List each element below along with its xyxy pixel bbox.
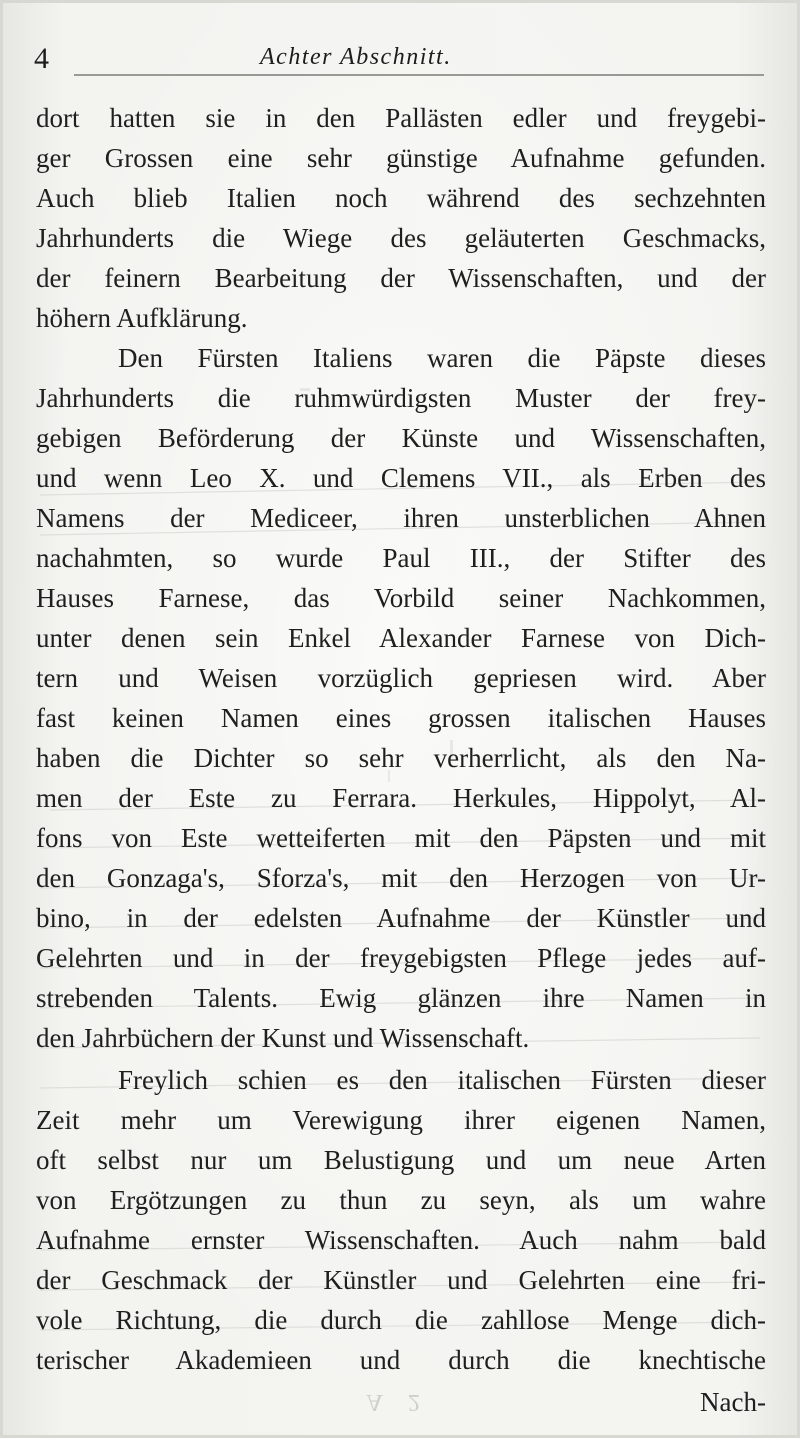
text-line: Den Fürsten Italiens waren die Päpste dieses — [118, 343, 766, 373]
text-line: der Geschmack der Künstler und Gelehrten eine fri- — [36, 1265, 766, 1295]
text-line: unter denen sein Enkel Alexander Farnese von Dich- — [36, 623, 766, 653]
text-line: von Ergötzungen zu thun zu seyn, als um wahre — [36, 1185, 766, 1215]
text-line: und wenn Leo X. und Clemens VII., als Erben des — [36, 463, 766, 493]
text-line: men der Este zu Ferrara. Herkules, Hippolyt, Al- — [36, 783, 766, 813]
text-line: Hauses Farnese, das Vorbild seiner Nachkommen, — [36, 583, 766, 613]
text-line: den Gonzaga's, Sforza's, mit den Herzogen von Ur- — [36, 863, 766, 893]
text-line: Gelehrten und in der freygebigsten Pflege jedes auf- — [36, 943, 766, 973]
page-header — [34, 40, 764, 74]
text-line: Auch blieb Italien noch während des sechzehnten — [36, 183, 766, 213]
text-line: tern und Weisen vorzüglich gepriesen wird. Aber — [36, 663, 766, 693]
catchword: Nach- — [700, 1387, 766, 1417]
text-line: Freylich schien es den italischen Fürsten dieser — [118, 1065, 766, 1095]
text-line: Zeit mehr um Verewigung ihrer eigenen Namen, — [36, 1105, 766, 1135]
text-line: fons von Este wetteiferten mit den Päpsten und mit — [36, 823, 766, 853]
text-line: gebigen Beförderung der Künste und Wissenschaften, — [36, 423, 766, 453]
printer-signature-mark: A 2 — [366, 1389, 431, 1415]
text-line: höhern Aufklärung. — [36, 303, 248, 333]
running-head: Achter Abschnitt. — [260, 44, 452, 70]
text-line: vole Richtung, die durch die zahllose Menge dich- — [36, 1305, 766, 1335]
header-rule — [74, 74, 764, 76]
text-line: der feinern Bearbeitung der Wissenschaften, und der — [36, 263, 766, 293]
text-line: Jahrhunderts die ruhmwürdigsten Muster der frey- — [36, 383, 766, 413]
text-line: terischer Akademieen und durch die knechtische — [36, 1345, 766, 1375]
text-line: den Jahrbüchern der Kunst und Wissenschaft. — [36, 1023, 530, 1053]
text-line: Aufnahme ernster Wissenschaften. Auch nahm bald — [36, 1225, 766, 1255]
text-line: Namens der Mediceer, ihren unsterblichen Ahnen — [36, 503, 766, 533]
text-line: Jahrhunderts die Wiege des geläuterten Geschmacks, — [36, 223, 766, 253]
text-line: bino, in der edelsten Aufnahme der Künstler und — [36, 903, 766, 933]
page-number: 4 — [34, 42, 49, 75]
text-line: dort hatten sie in den Pallästen edler und freygebi- — [36, 103, 766, 133]
text-line: haben die Dichter so sehr verherrlicht, als den Na- — [36, 743, 766, 773]
text-line: strebenden Talents. Ewig glänzen ihre Namen in — [36, 983, 766, 1013]
text-line: nachahmten, so wurde Paul III., der Stifter des — [36, 543, 766, 573]
text-line: ger Grossen eine sehr günstige Aufnahme gefunden. — [36, 143, 766, 173]
text-line: oft selbst nur um Belustigung und um neue Arten — [36, 1145, 766, 1175]
text-line: fast keinen Namen eines grossen italischen Hauses — [36, 703, 766, 733]
